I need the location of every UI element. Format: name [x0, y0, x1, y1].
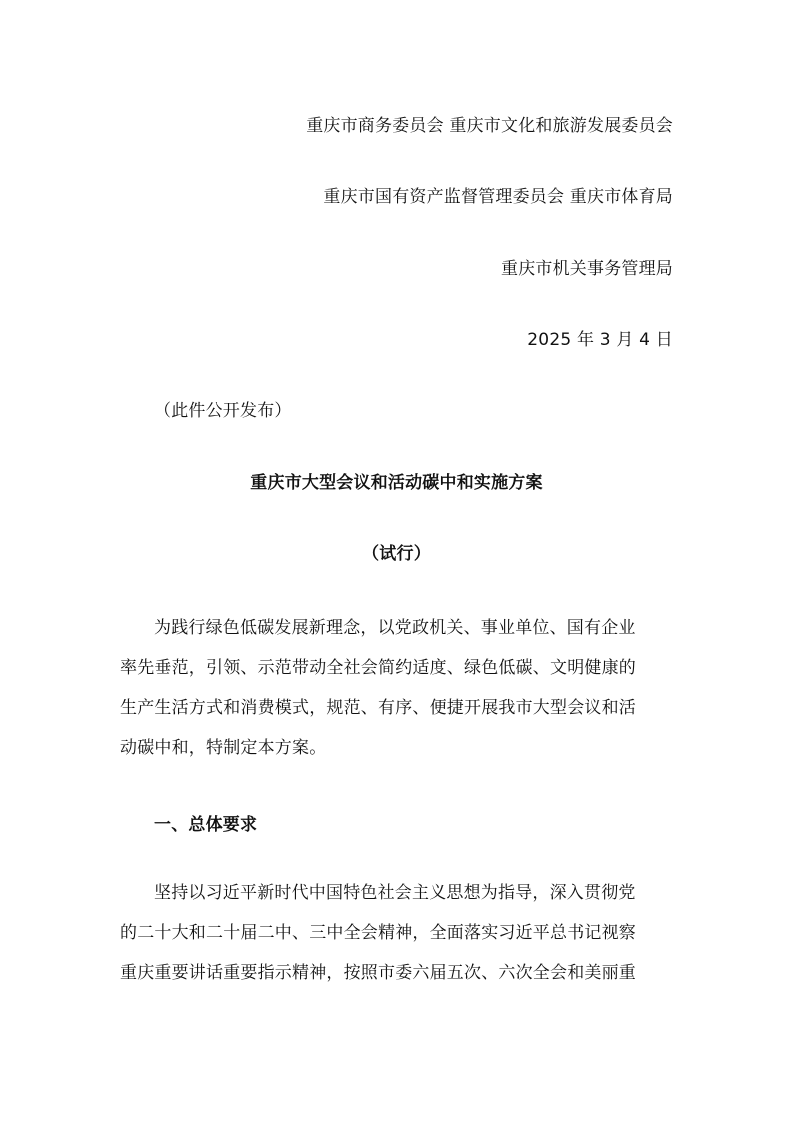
- issue-date: 2025 年 3 月 4 日: [527, 330, 673, 350]
- document-subtitle: （试行）: [362, 544, 431, 564]
- issuer-line-2: 重庆市国有资产监督管理委员会 重庆市体育局: [323, 187, 673, 207]
- intro-line-3: 生产生活方式和消费模式，规范、有序、便捷开展我市大型会议和活: [120, 698, 636, 718]
- document-title: 重庆市大型会议和活动碳中和实施方案: [250, 473, 543, 493]
- intro-paragraph: [120, 608, 673, 768]
- intro-line-4: 动碳中和，特制定本方案。: [120, 738, 327, 758]
- section-heading-1: 一、总体要求: [154, 815, 258, 835]
- section1-line-2: 的二十大和二十届二中、三中全会精神，全面落实习近平总书记视察: [120, 923, 636, 943]
- issuer-line-1: 重庆市商务委员会 重庆市文化和旅游发展委员会: [306, 116, 673, 136]
- issuer-line-3: 重庆市机关事务管理局: [501, 259, 673, 279]
- section1-paragraph: [120, 873, 673, 993]
- section1-line-1: 坚持以习近平新时代中国特色社会主义思想为指导，深入贯彻党: [154, 883, 636, 903]
- intro-line-1: 为践行绿色低碳发展新理念，以党政机关、事业单位、国有企业: [154, 618, 636, 638]
- intro-line-2: 率先垂范，引领、示范带动全社会简约适度、绿色低碳、文明健康的: [120, 658, 636, 678]
- publish-note: （此件公开发布）: [154, 401, 292, 421]
- section1-line-3: 重庆重要讲话重要指示精神，按照市委六届五次、六次全会和美丽重: [120, 963, 636, 983]
